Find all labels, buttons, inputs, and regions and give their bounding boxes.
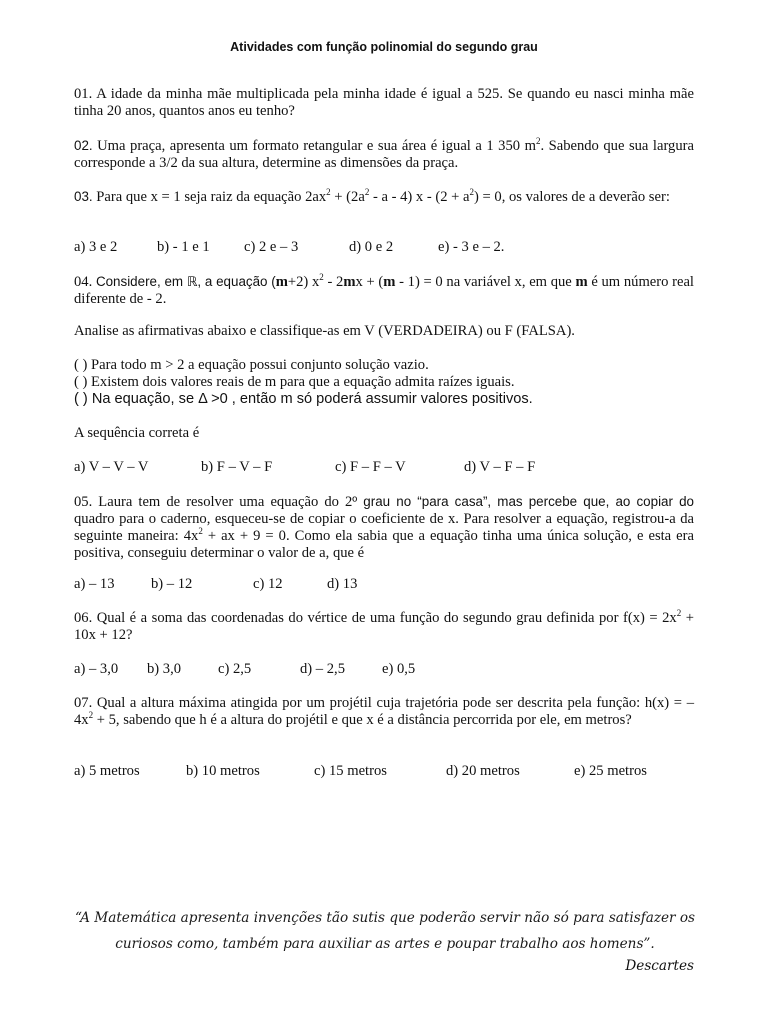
question-6 xyxy=(74,610,694,644)
quote-line-1: “A Matemática apresenta invenções tão sutis que poderão servir não só para satisfazer os xyxy=(74,910,696,926)
exponent: 2 xyxy=(469,187,475,197)
exponent: 2 xyxy=(319,272,324,282)
option: b) F – V – F xyxy=(201,459,273,475)
option: a) 3 e 2 xyxy=(74,239,118,255)
question-7 xyxy=(74,695,694,729)
question-4-text: +2) x xyxy=(287,274,320,290)
question-1: 01. A idade da minha mãe multiplicada pela minha idade é igual a 525. Se quando eu nasci minha mãe tinha 20 anos, quantos anos eu tenho? xyxy=(74,86,694,119)
question-3 xyxy=(74,188,694,206)
question-5 xyxy=(74,493,694,562)
question-4-text: x + ( xyxy=(355,274,384,290)
option: e) - 3 e – 2. xyxy=(438,239,505,255)
question-3-text: ) = 0, os valores de a deverão ser: xyxy=(474,189,670,205)
option: a) – 3,0 xyxy=(74,661,119,677)
question-3-number: 03. xyxy=(74,189,93,204)
question-7-text: 07. Qual a altura máxima atingida por um projétil cuja trajetória pode ser descrita pela função: h(x) = – 4x xyxy=(74,695,694,728)
exponent: 2 xyxy=(535,136,541,146)
exponent: 2 xyxy=(326,187,331,197)
question-4 xyxy=(74,273,694,308)
question-5-text: 05. Laura tem de resolver uma equação do 2 xyxy=(74,494,353,510)
option: c) 12 xyxy=(253,576,283,592)
sequence-label: A sequência correta é xyxy=(74,425,200,441)
option: d) V – F – F xyxy=(464,459,536,475)
exponent: 2 xyxy=(198,526,203,536)
page-title: Atividades com função polinomial do segundo grau xyxy=(230,40,538,54)
quote-author: Descartes xyxy=(625,958,694,974)
statement: ( ) Para todo m > 2 a equação possui conjunto solução vazio. xyxy=(74,357,429,373)
question-2-text: Uma praça, apresenta um formato retangular e sua área é igual a 1 350 m xyxy=(92,138,536,154)
statement: ( ) Existem dois valores reais de m para que a equação admita raízes iguais. xyxy=(74,374,515,390)
question-3-text: Para que x = 1 seja raiz da equação 2ax xyxy=(92,189,327,205)
question-3-text: + (2a xyxy=(330,189,365,205)
question-6-text: 06. Qual é a soma das coordenadas do vértice de uma função do segundo grau definida por f(x) = 2x xyxy=(74,610,677,626)
question-4-text: - 1) = 0 na variável x, em que xyxy=(395,274,576,290)
question-4-instruction: Analise as afirmativas abaixo e classifique-as em V (VERDADEIRA) ou F (FALSA). xyxy=(74,323,575,339)
question-5-text: + ax + 9 = 0. Como ela sabia que a equação tinha uma única solução, e esta era positiva, conseguiu determinar o valor de a, que é xyxy=(74,528,694,561)
exponent: 2 xyxy=(88,710,94,720)
option: c) F – F – V xyxy=(335,459,406,475)
question-3-text: - a - 4) x - (2 + a xyxy=(369,189,470,205)
statement: ( ) Na equação, se Δ >0 , então m só poderá assumir valores positivos. xyxy=(74,391,533,407)
question-4-text: é um número real diferente de - 2. xyxy=(74,274,694,307)
option: d) 0 e 2 xyxy=(349,239,394,255)
question-5-text: quadro para o caderno, esqueceu-se de copiar o coeficiente de x. Para resolver a equação, registrou-a da seguinte maneira: 4x xyxy=(74,511,694,544)
question-2-number: 02. xyxy=(74,138,93,153)
bold-m: m xyxy=(383,274,396,290)
option: d) 20 metros xyxy=(446,763,520,779)
option: c) 2 e – 3 xyxy=(244,239,299,255)
option: d) 13 xyxy=(327,576,358,592)
quote-line-2: curiosos como, também para auxiliar as artes e poupar trabalho aos homens”. xyxy=(115,936,655,952)
option: a) – 13 xyxy=(74,576,115,592)
option: b) 10 metros xyxy=(186,763,260,779)
question-4-number: 04. xyxy=(74,274,96,290)
question-4-text: Considere, em ℝ, a equação ( xyxy=(95,274,276,289)
option: a) V – V – V xyxy=(74,459,149,475)
question-4-text: - 2 xyxy=(323,274,344,290)
option: c) 15 metros xyxy=(314,763,387,779)
question-2 xyxy=(74,137,694,172)
question-5-text: º grau no “para casa”, mas percebe que, ao copiar do xyxy=(352,494,694,509)
option: a) 5 metros xyxy=(74,763,140,779)
option: c) 2,5 xyxy=(218,661,252,677)
option: b) – 12 xyxy=(151,576,193,592)
bold-m: m xyxy=(275,274,288,290)
exponent: 2 xyxy=(364,187,370,197)
question-2-text-end: . Sabendo que sua largura corresponde a 3/2 da sua altura, determine as dimensões da praça. xyxy=(74,138,694,171)
bold-m: m xyxy=(575,274,588,290)
exponent: 2 xyxy=(676,608,682,618)
option: e) 0,5 xyxy=(382,661,416,677)
option: b) - 1 e 1 xyxy=(157,239,210,255)
option: e) 25 metros xyxy=(574,763,647,779)
question-6-text: + 10x + 12? xyxy=(74,610,694,643)
option: d) – 2,5 xyxy=(300,661,345,677)
question-7-text: + 5, sabendo que h é a altura do projétil e que x é a distância percorrida por ele, em metros? xyxy=(93,712,632,728)
bold-m: m xyxy=(343,274,356,290)
option: b) 3,0 xyxy=(147,661,182,677)
